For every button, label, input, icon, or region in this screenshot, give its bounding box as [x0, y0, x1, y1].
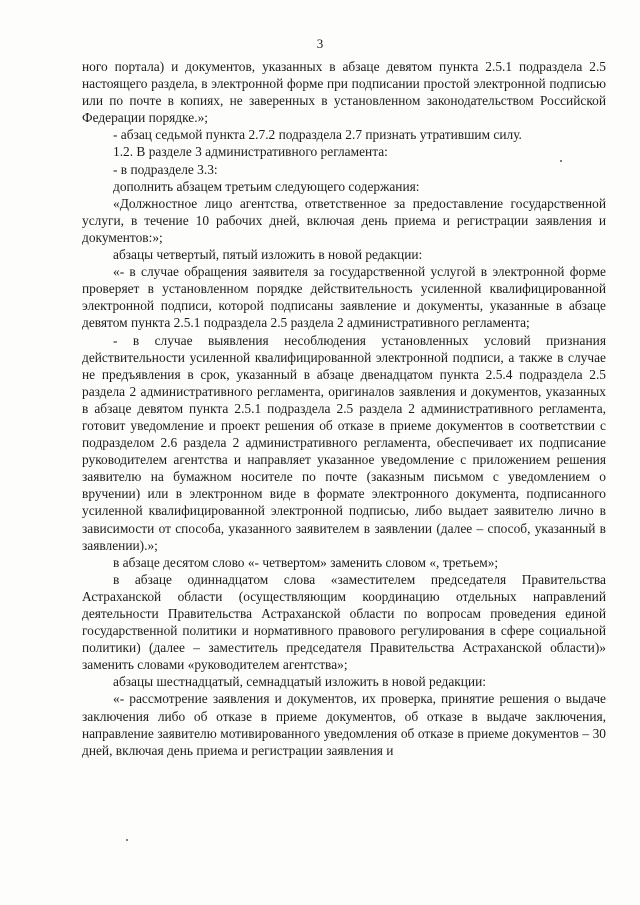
scan-speck — [126, 839, 128, 841]
paragraph: в абзаце одиннадцатом слова «заместителем председателя Правительства Астраханской области (осуществляющим координацию отдельных направлений деятельности Правительства Астраханской области по вопросам проведения единой государственной политики и нормативного правового регулирования в сфере социальной политики) (далее – заместитель председателя Правительства Астраханской области)» заменить словами «руководителем агентства»; — [82, 571, 606, 673]
paragraph: - в подразделе 3.3: — [113, 161, 218, 177]
paragraph: - абзац седьмой пункта 2.7.2 подраздела 2.7 признать утратившим силу. — [113, 127, 522, 143]
paragraph: 1.2. В разделе 3 административного регламента: — [113, 144, 388, 160]
document-body — [82, 58, 606, 759]
paragraph: «Должностное лицо агентства, ответственное за предоставление государственной услуги, в течение 10 рабочих дней, включая день приема и регистрации заявления и документов:»; — [82, 195, 606, 245]
page-number: 3 — [316, 36, 324, 51]
paragraph: дополнить абзацем третьим следующего содержания: — [113, 178, 420, 194]
paragraph: абзацы шестнадцатый, семнадцатый изложить в новой редакции: — [113, 674, 486, 690]
paragraph: - в случае выявления несоблюдения установленных условий признания действительности усиленной квалифицированной электронной подписи, а также в случае не предъявления в срок, указанный в абзаце двенадцатом пункта 2.5.4 подраздела 2.5 раздела 2 административного регламента, оригиналов заявления и документов, указанных в абзаце девятом пункта 2.5.1 подраздела 2.5 раздела 2 административного регламента, готовит уведомление и проект решения об отказе в приеме документов в соответствии с подразделом 2.6 раздела 2 административного регламента, обеспечивает их подписание руководителем агентства и направляет указанное уведомление с приложением решения заявителю на бумажном носителе по почте (заказным письмом с уведомлением о вручении) или в электронном виде в формате электронного документа, подписанного усиленной квалифицированной электронной подписью, либо выдает заявителю лично в зависимости от способа, указанного заявителем в заявлении (далее – способ, указанный в заявлении).»; — [82, 332, 606, 553]
paragraph: ного портала) и документов, указанных в абзаце девятом пункта 2.5.1 подраздела 2.5 настоящего раздела, в электронной форме при подписании простой электронной подписью или по почте в копиях, не заверенных в установленном законодательством Российской Федерации порядке.»; — [82, 59, 606, 126]
scan-speck — [560, 160, 562, 162]
paragraph: абзацы четвертый, пятый изложить в новой редакции: — [113, 247, 423, 263]
paragraph: «- рассмотрение заявления и документов, их проверка, принятие решения о выдаче заключения либо об отказе в приеме документов, об отказе в выдаче заключения, направление заявителю мотивированного уведомления об отказе в приеме документов – 30 дней, включая день приема и регистрации заявления и — [82, 691, 606, 758]
paragraph: «- в случае обращения заявителя за государственной услугой в электронной форме проверяет в установленном порядке действительность усиленной квалифицированной электронной подписи, которой подписаны заявление и документы, указанные в абзаце девятом пункта 2.5.1 подраздела 2.5 раздела 2 административного регламента; — [82, 264, 606, 331]
paragraph: в абзаце десятом слово «- четвертом» заменить словом «, третьем»; — [113, 554, 499, 570]
